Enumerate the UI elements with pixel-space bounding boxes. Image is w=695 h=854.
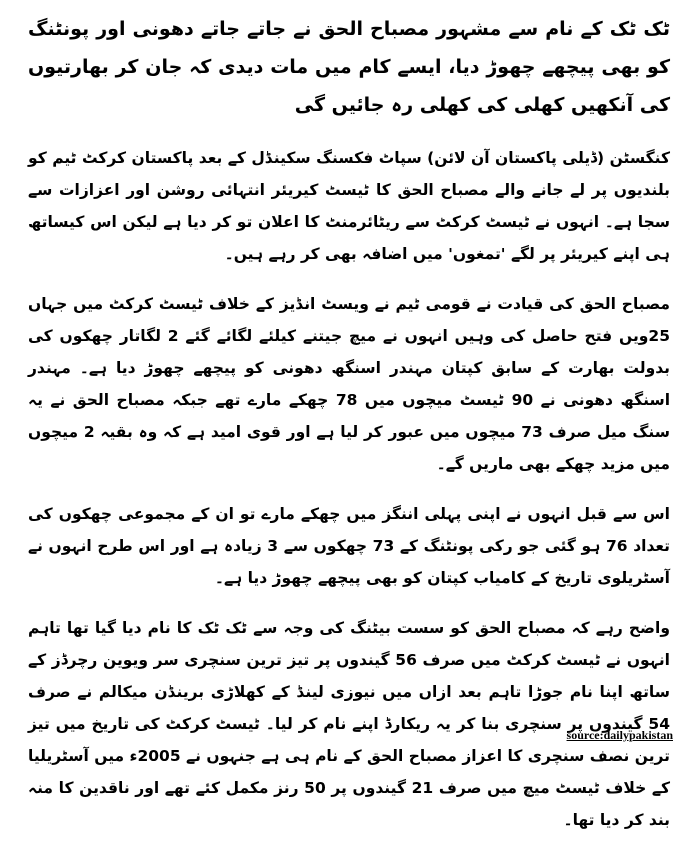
article-paragraph: اس سے قبل انہوں نے اپنی پہلی اننگز میں چھکے مارے تو ان کے مجموعی چھکوں کی تعداد 76 ہو گئی جو رکی پونٹنگ کے 73 چھکوں سے 3 زیادہ ہے اور اس طرح انہوں نے آسٹریلوی تاریخ کے کامیاب کپتان کو بھی پیچھے چھوڑ دیا ہے۔ <box>28 505 670 587</box>
article-paragraph: واضح رہے کہ مصباح الحق کو سست بیٹنگ کی وجہ سے ٹک ٹک کا نام دیا گیا تھا تاہم انہوں نے ٹیسٹ کرکٹ میں صرف 56 گیندوں پر تیز ترین سنچری سر ویوین رچرڈز کے ساتھ اپنا نام جوڑا تاہم بعد ازاں میں نیوزی لینڈ کے کھلاڑی برینڈن میکالم نے صرف 54 گیندوں پر سنچری بنا کر یہ ریکارڈ اپنے نام کر لیا۔ ٹیسٹ کرکٹ کی تاریخ میں تیز ترین نصف سنچری کا اعزاز مصباح الحق کے نام ہی ہے جنہوں نے 2005ء میں آسٹریلیا کے خلاف ٹیسٹ میچ میں صرف 21 گیندوں پر 50 رنز مکمل کئے تھے اور ناقدین کا منہ بند کر دیا تھا۔ <box>28 619 671 829</box>
source-credit: source:dailypakistan <box>566 728 673 742</box>
article-paragraph: کنگسٹن (ڈیلی پاکستان آن لائن) سپاٹ فکسنگ سکینڈل کے بعد پاکستان کرکٹ ٹیم کو بلندیوں پر لے جانے والے مصباح الحق کا ٹیسٹ کیریئر انتہائی روشن اور اعزازات سے سجا ہے۔ انہوں نے ٹیسٹ کرکٹ سے ریٹائرمنٹ کا اعلان تو کر دیا ہے لیکن اس کیساتھ ہی اپنے کیریئر پر لگے 'تمغوں' میں اضافہ بھی کر رہے ہیں۔ <box>28 149 670 263</box>
article-headline: ٹک ٹک کے نام سے مشہور مصباح الحق نے جاتے جاتے دھونی اور پونٹنگ کو بھی پیچھے چھوڑ دیا، ایسے کام میں مات دیدی کہ جان کر بھارتیوں کی آنکھیں کھلی کی کھلی رہ جائیں گی <box>28 18 670 116</box>
article-paragraph: مصباح الحق کی قیادت نے قومی ٹیم نے ویسٹ انڈیز کے خلاف ٹیسٹ کرکٹ میں جہاں 25ویں فتح حاصل کی وہیں انہوں نے میچ جیتنے کیلئے لگائے گئے 2 لگاتار چھکوں کی بدولت بھارت کے سابق کپتان مہندر اسنگھ دھونی کو پیچھے چھوڑ دیا ہے۔ مہندر اسنگھ دھونی نے 90 ٹیسٹ میچوں میں 78 چھکے مارے تھے جبکہ مصباح الحق نے یہ سنگ میل صرف 73 میچوں میں عبور کر لیا ہے اور قوی امید ہے کہ وہ بقیہ 2 میچوں میں مزید چھکے بھی ماریں گے۔ <box>28 295 671 473</box>
